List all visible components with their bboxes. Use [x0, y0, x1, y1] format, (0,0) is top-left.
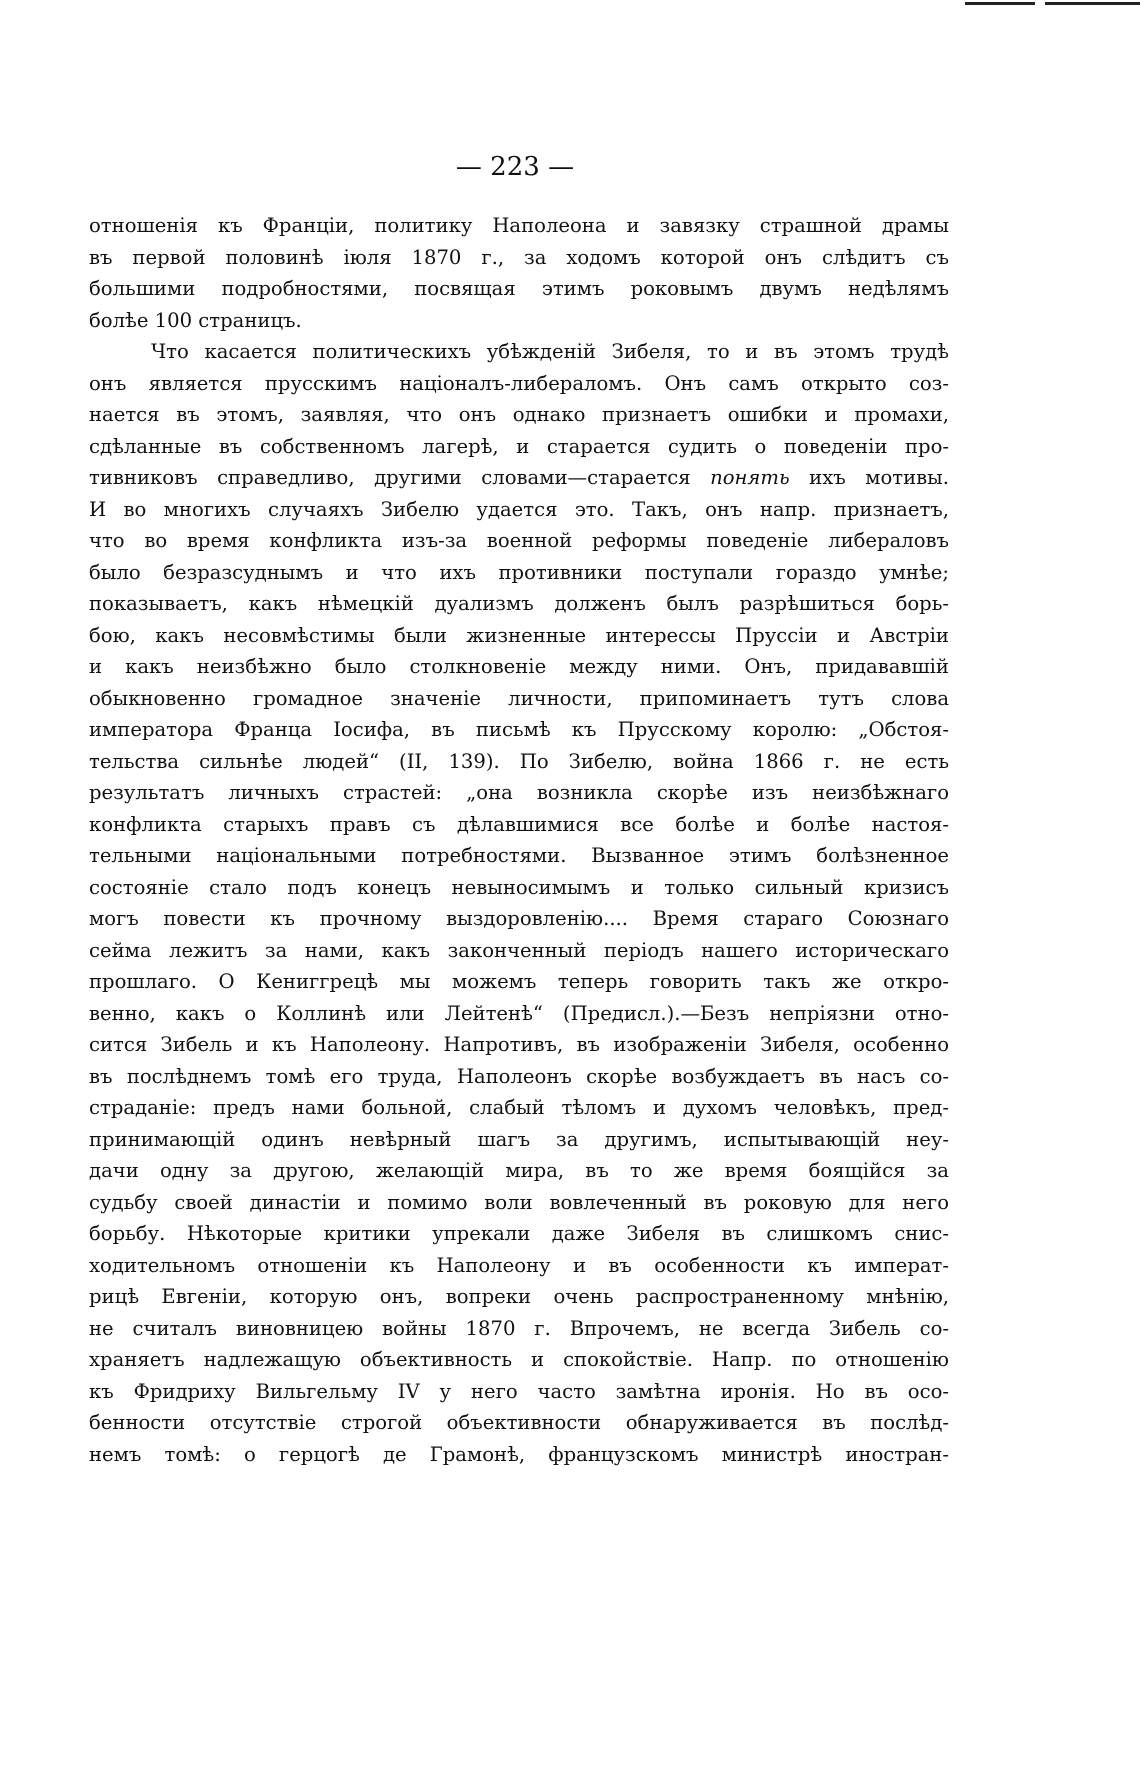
text-line: борьбу. Нѣкоторые критики упрекали даже Зибеля въ слишкомъ снис- — [89, 1222, 949, 1245]
text-line: прошлаго. О Кениггрецѣ мы можемъ теперь говорить такъ же откро- — [89, 970, 949, 993]
text-line: и какъ неизбѣжно было столкновеніе между ними. Онъ, придававшій — [89, 655, 949, 678]
text-line: бенности отсутствіе строгой объективности обнаруживается въ послѣд- — [89, 1411, 949, 1434]
text-line: страданіе: предъ нами больной, слабый тѣломъ и духомъ человѣкъ, пред- — [89, 1096, 949, 1119]
text-line: что во время конфликта изъ-за военной реформы поведеніе либераловъ — [89, 529, 949, 552]
text-line-with-emphasis — [89, 462, 949, 494]
page-number: — 223 — — [455, 152, 575, 182]
text-line: сдѣланные въ собственномъ лагерѣ, и старается судить о поведеніи про- — [89, 434, 949, 458]
emphasized-word: понять — [710, 466, 790, 489]
text-line: Что касается политическихъ убѣжденій Зибеля, то и въ этомъ трудѣ — [151, 340, 949, 363]
text-line: не считалъ виновницею войны 1870 г. Впрочемъ, не всегда Зибель со- — [89, 1316, 949, 1340]
text-line: И во многихъ случаяхъ Зибелю удается это. Такъ, онъ напр. признаетъ, — [89, 497, 949, 521]
text-line: къ Фридриху Вильгельму IV у него часто замѣтна иронія. Но въ осо- — [89, 1379, 949, 1403]
text-line: показываетъ, какъ нѣмецкій дуализмъ долженъ былъ разрѣшиться борь- — [89, 592, 949, 615]
text-line: было безразсуднымъ и что ихъ противники поступали гораздо умнѣе; — [89, 560, 949, 584]
text-line: принимающій одинъ невѣрный шагъ за другимъ, испытывающій неу- — [89, 1127, 949, 1151]
text-line: онъ является прусскимъ націоналъ-либераломъ. Онъ самъ открыто соз- — [89, 371, 949, 395]
text-line: состояніе стало подъ конецъ невыносимымъ и только сильный кризисъ — [89, 875, 949, 899]
paragraph-1 — [89, 210, 949, 336]
text-line: результатъ личныхъ страстей: „она возникла скорѣе изъ неизбѣжнаго — [89, 781, 949, 804]
text-line: въ первой половинѣ іюля 1870 г., за ходомъ которой онъ слѣдитъ съ — [89, 245, 949, 269]
text-line: императора Франца Іосифа, въ письмѣ къ Прусскому королю: „Обстоя- — [89, 718, 949, 741]
text-line: тельства сильнѣе людей“ (II, 139). По Зибелю, война 1866 г. не есть — [89, 749, 949, 773]
text-line: отношенія къ Франціи, политику Наполеона и завязку страшной драмы — [89, 214, 949, 237]
text-line: венно, какъ о Коллинѣ или Лейтенѣ“ (Предисл.).—Безъ непріязни отно- — [89, 1001, 949, 1025]
text-line: тельными національными потребностями. Вызванное этимъ болѣзненное — [89, 844, 949, 867]
text-line: немъ томѣ: о герцогѣ де Грамонѣ, французскомъ министрѣ иностран- — [89, 1442, 949, 1466]
paragraph-2 — [89, 336, 949, 1470]
text-line: нается въ этомъ, заявляя, что онъ однако признаетъ ошибки и промахи, — [89, 403, 949, 426]
text-segment: тивниковъ справедливо, другими словами—старается — [89, 466, 711, 489]
text-line: могъ повести къ прочному выздоровленію.... Время стараго Союзнаго — [89, 907, 949, 930]
text-line: обыкновенно громадное значеніе личности, припоминаетъ тутъ слова — [89, 686, 949, 710]
text-segment: ихъ мотивы. — [789, 466, 949, 489]
text-line: судьбу своей династіи и помимо воли вовлеченный въ роковую для него — [89, 1190, 949, 1214]
text-line: бою, какъ несовмѣстимы были жизненные интерессы Пруссіи и Австріи — [89, 623, 949, 647]
scan-border-mark — [1045, 2, 1140, 5]
text-line: въ послѣднемъ томѣ его труда, Наполеонъ скорѣе возбуждаетъ въ насъ со- — [89, 1064, 949, 1088]
text-line: сейма лежитъ за нами, какъ законченный періодъ нашего историческаго — [89, 938, 949, 962]
text-line: дачи одну за другою, желающій мира, въ то же время боящійся за — [89, 1159, 949, 1182]
text-line: храняетъ надлежащую объективность и спокойствіе. Напр. по отношенію — [89, 1348, 949, 1371]
body-text — [89, 210, 949, 1470]
text-line: рицѣ Евгеніи, которую онъ, вопреки очень распространенному мнѣнію, — [89, 1285, 949, 1308]
text-line: конфликта старыхъ правъ съ дѣлавшимися все болѣе и болѣе настоя- — [89, 812, 949, 836]
text-line: сится Зибель и къ Наполеону. Напротивъ, въ изображеніи Зибеля, особенно — [89, 1033, 949, 1056]
text-line: ходительномъ отношеніи къ Наполеону и въ особенности къ императ- — [89, 1253, 949, 1277]
text-line: болѣе 100 страницъ. — [89, 308, 302, 332]
text-line: большими подробностями, посвящая этимъ роковымъ двумъ недѣлямъ — [89, 277, 949, 300]
scan-border-mark — [965, 2, 1035, 5]
